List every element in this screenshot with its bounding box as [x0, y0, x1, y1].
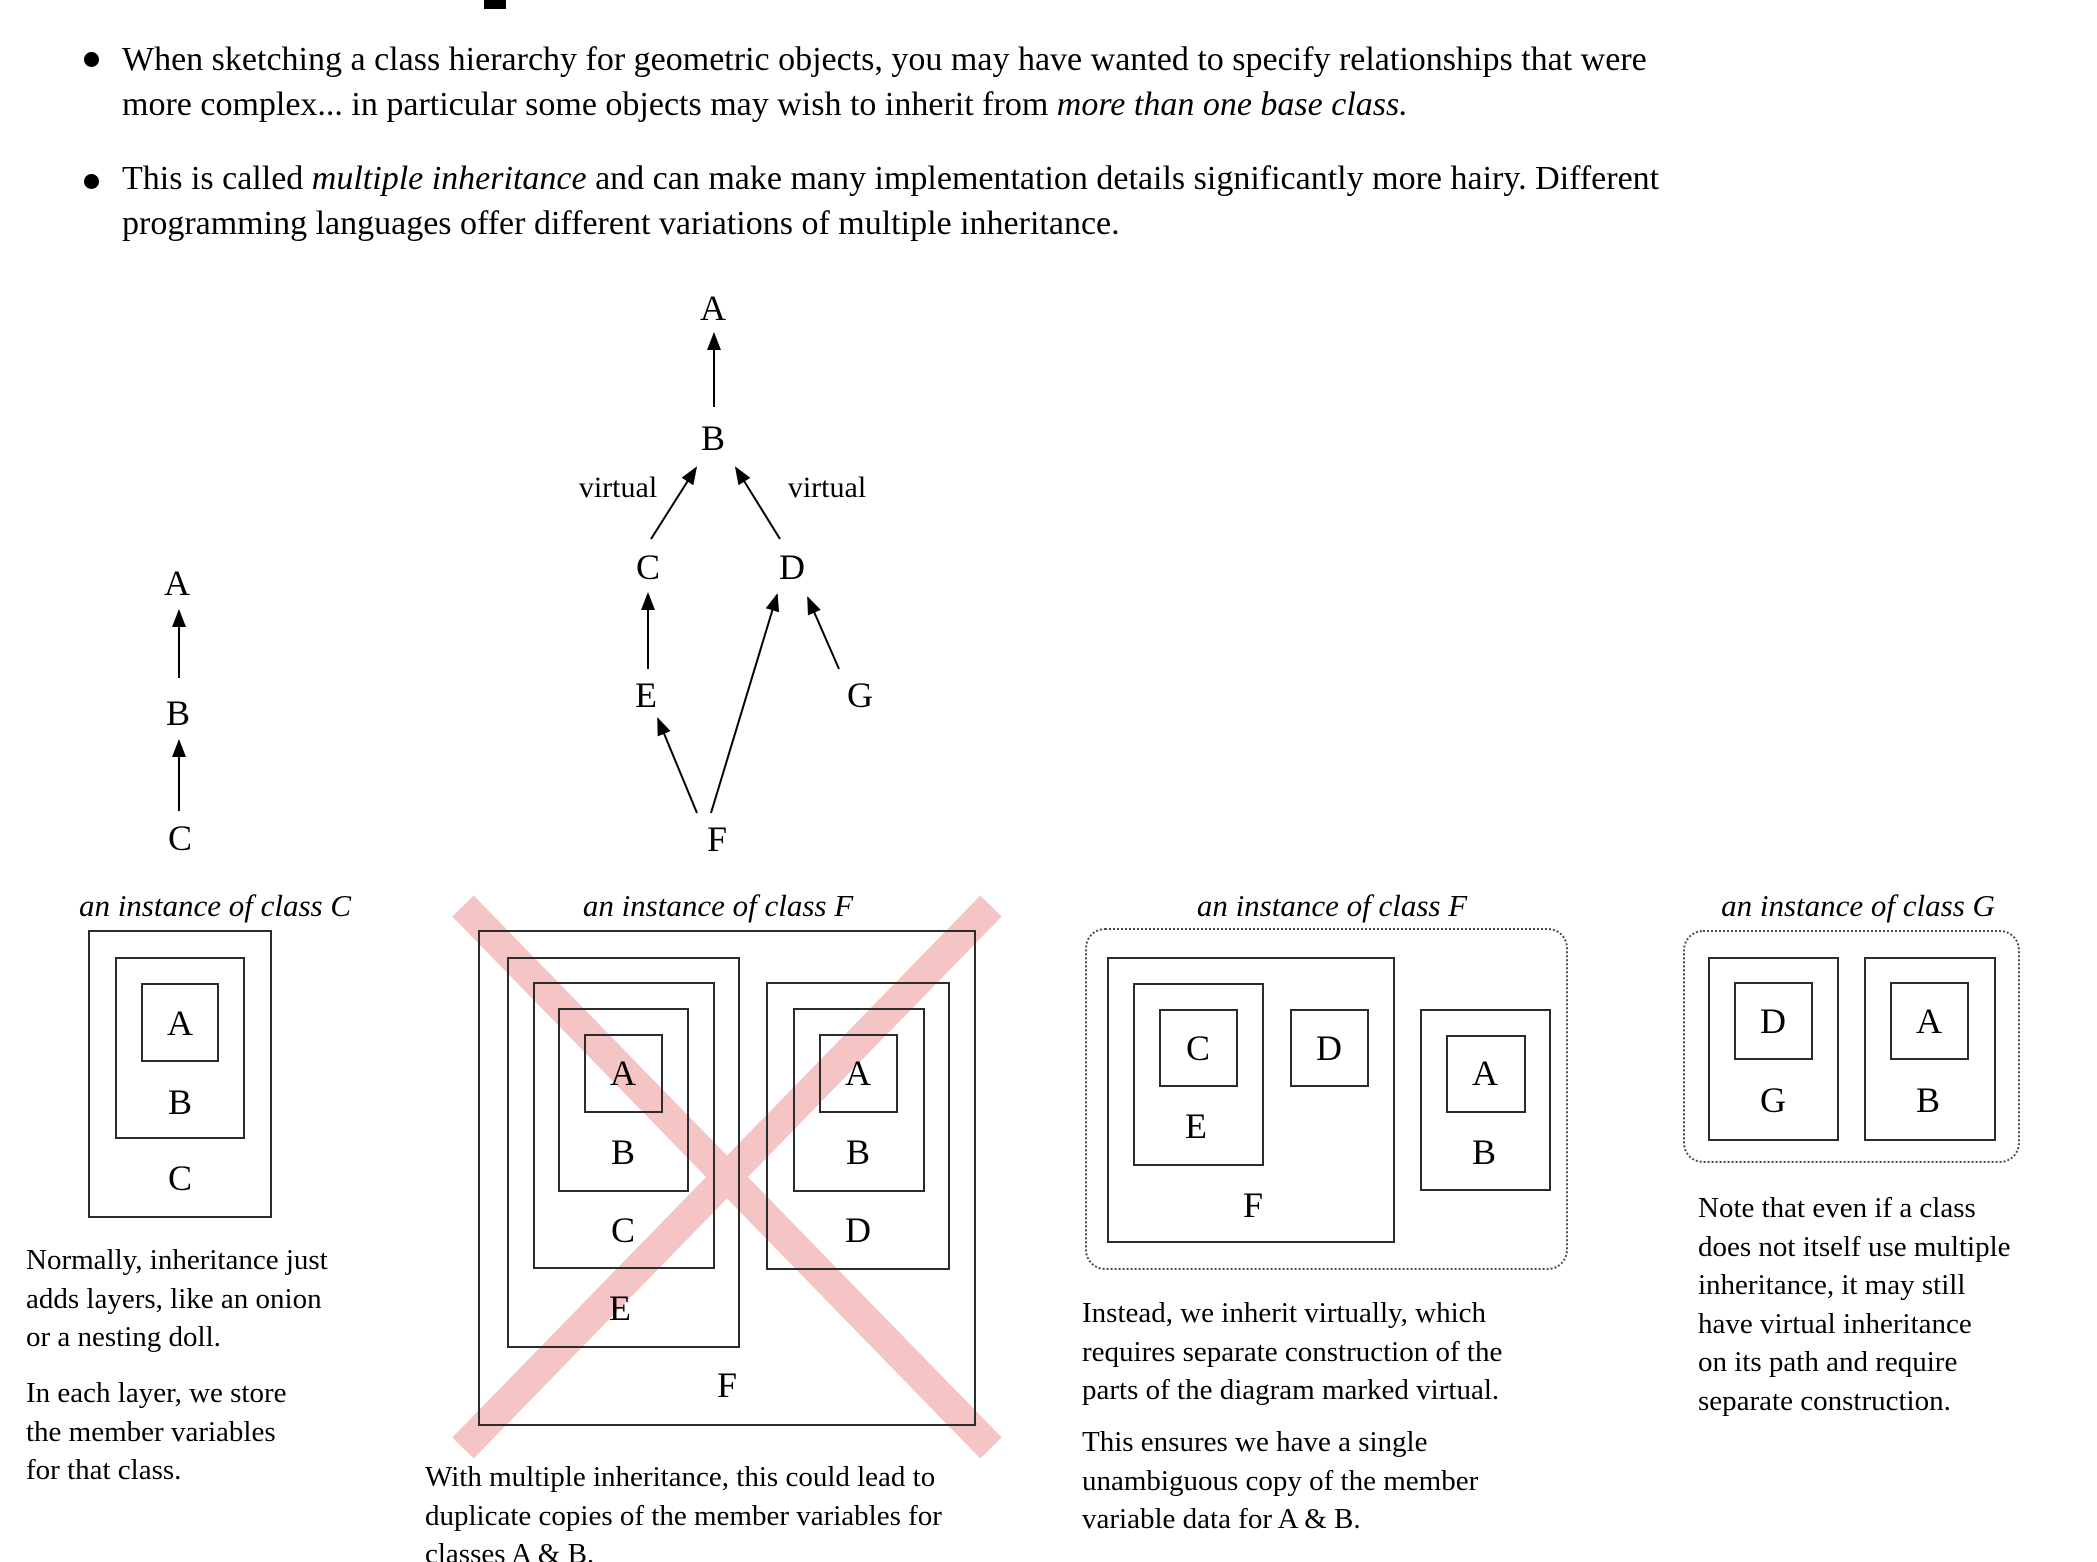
cropped-title-fragment: [484, 0, 506, 9]
emphasis-multiple-inheritance: multiple inheritance: [311, 160, 587, 197]
note-line: adds layers, like an onion: [26, 1282, 322, 1315]
bullet-2-icon: [84, 174, 99, 189]
instance-c-label-b: B: [167, 1082, 193, 1122]
instance-g-label-g: G: [1760, 1080, 1786, 1120]
arrow-d-to-b: [736, 468, 780, 539]
note-even-if-paragraph: [1698, 1189, 2011, 1420]
instance-f-bad-left-label-b: B: [610, 1132, 636, 1172]
class-node-a: A: [700, 288, 726, 328]
note-onion-paragraph: [26, 1241, 328, 1357]
instance-f-bad-right-label-a: A: [845, 1053, 871, 1093]
instance-f-good-label-f: F: [1242, 1185, 1264, 1225]
note-line: classes A & B.: [425, 1538, 595, 1562]
bullet-1-text: [122, 37, 1647, 127]
virtual-label-right: virtual: [787, 471, 867, 504]
class-node-f: F: [706, 819, 728, 859]
instance-g-label-a: A: [1916, 1001, 1942, 1041]
instance-f-good-label-d: D: [1316, 1028, 1342, 1068]
arrow-g-to-d: [808, 598, 839, 669]
note-line: variable data for A & B.: [1082, 1503, 1361, 1535]
note-line: for that class.: [26, 1454, 182, 1486]
note-line: parts of the diagram marked virtual.: [1082, 1374, 1500, 1406]
simple-node-a: A: [164, 563, 190, 603]
note-line: With multiple inheritance, this could lead to: [425, 1461, 936, 1493]
class-node-g: G: [847, 675, 873, 715]
note-line: or a nesting doll.: [26, 1321, 221, 1353]
bullet-2-text: [122, 156, 1659, 246]
class-node-d: D: [779, 547, 805, 587]
note-single-copy-paragraph: [1082, 1423, 1478, 1539]
class-node-c: C: [635, 547, 661, 587]
instance-f-bad-left-label-a: A: [610, 1053, 636, 1093]
instance-f-good-caption: an instance of class F: [1196, 888, 1468, 923]
instance-g-caption: an instance of class G: [1721, 888, 1995, 923]
instance-f-good-label-b: B: [1471, 1132, 1497, 1172]
emphasis-more-than-one-base-class: more than one base class.: [1056, 86, 1408, 123]
note-line: inheritance, it may still: [1698, 1269, 1966, 1301]
note-layer-paragraph: [26, 1374, 287, 1490]
instance-f-good-label-c: C: [1185, 1028, 1211, 1068]
instance-f-bad-left-label-c: C: [610, 1210, 636, 1250]
instance-f-bad-caption: an instance of class F: [582, 888, 854, 923]
class-node-b: B: [700, 418, 726, 458]
class-node-e: E: [635, 675, 657, 715]
virtual-label-left: virtual: [578, 471, 658, 504]
instance-c-caption: an instance of class C: [78, 888, 352, 923]
note-line: on its path and require: [1698, 1346, 1958, 1378]
note-line: the member variables: [26, 1415, 276, 1448]
arrow-c-to-b: [651, 468, 696, 539]
arrow-f-to-d: [711, 595, 777, 813]
bullet-1-icon: [84, 52, 99, 67]
instance-c-label-c: C: [167, 1158, 193, 1198]
instance-f-bad-right-label-b: B: [845, 1132, 871, 1172]
instance-c-label-a: A: [167, 1003, 193, 1043]
note-line: separate construction.: [1698, 1384, 1951, 1417]
note-duplicate-paragraph: [425, 1458, 942, 1562]
bullet-2-line-1: This is called multiple inheritance and can make many implementation details significantly more hairy. Different: [122, 160, 1660, 197]
note-line: Normally, inheritance just: [26, 1244, 328, 1276]
note-virtual-paragraph: [1082, 1294, 1502, 1410]
note-line: have virtual inheritance: [1698, 1307, 1972, 1340]
bullet-1-line-1: When sketching a class hierarchy for geometric objects, you may have wanted to specify relationships that were: [122, 41, 1647, 78]
instance-f-bad-left-label-e: E: [609, 1288, 631, 1328]
note-line: Note that even if a class: [1698, 1192, 1976, 1224]
instance-f-bad-right-label-d: D: [845, 1210, 871, 1250]
instance-f-good-label-e: E: [1185, 1106, 1207, 1146]
note-line: In each layer, we store: [26, 1377, 287, 1409]
note-line: unambiguous copy of the member: [1082, 1464, 1479, 1497]
instance-f-bad-label-f: F: [716, 1365, 738, 1405]
bullet-2-line-2: programming languages offer different variations of multiple inheritance.: [122, 205, 1120, 242]
instance-g-label-b: B: [1915, 1080, 1941, 1120]
note-line: Instead, we inherit virtually, which: [1082, 1297, 1487, 1329]
simple-node-c: C: [167, 818, 193, 858]
instance-g-label-d: D: [1760, 1001, 1786, 1041]
note-line: duplicate copies of the member variables for: [425, 1499, 942, 1532]
note-line: requires separate construction of the: [1082, 1335, 1503, 1368]
simple-node-b: B: [165, 693, 191, 733]
note-line: This ensures we have a single: [1082, 1426, 1428, 1458]
instance-f-good-label-a: A: [1472, 1053, 1498, 1093]
note-line: does not itself use multiple: [1698, 1230, 2011, 1263]
arrow-f-to-e: [658, 719, 697, 813]
bullet-1-line-2: more complex... in particular some objects may wish to inherit from more than one base class.: [122, 86, 1408, 123]
